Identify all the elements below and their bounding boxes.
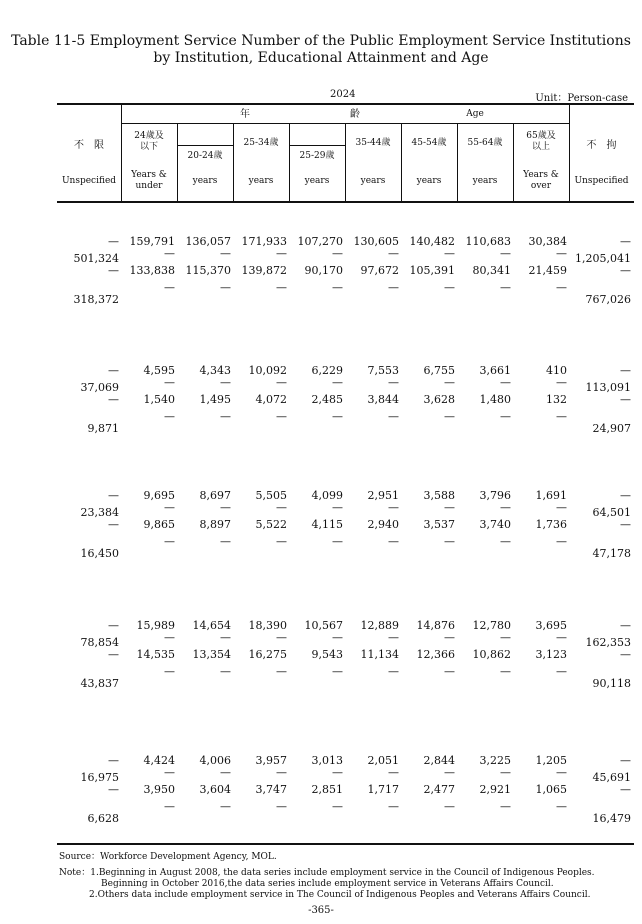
- dash-cell: —: [388, 281, 399, 294]
- col-divider: [457, 124, 458, 201]
- dash-cell: —: [556, 376, 567, 389]
- dash-cell: —: [444, 535, 455, 548]
- table-bottom-rule: [57, 843, 634, 845]
- header-2529-en: years: [304, 176, 330, 186]
- table-cell-unspecified: 501,324: [73, 252, 119, 265]
- header-2024-en: years: [192, 176, 218, 186]
- table-cell-buju: 1,205,041: [575, 252, 631, 265]
- table-cell-buju: 767,026: [585, 293, 631, 306]
- table-cell: 2,940: [367, 518, 399, 531]
- dash-cell: —: [388, 631, 399, 644]
- dash-cell: —: [332, 535, 343, 548]
- table-cell: 1,717: [367, 783, 399, 796]
- dash-left: —: [108, 648, 119, 661]
- header-top-rule: [57, 103, 634, 105]
- dash-cell: —: [220, 535, 231, 548]
- table-cell: 3,695: [535, 619, 567, 632]
- table-cell: 9,695: [143, 489, 175, 502]
- table-cell: 21,459: [528, 264, 567, 277]
- dash-left: —: [108, 235, 119, 248]
- table-cell: 410: [546, 364, 567, 377]
- table-cell: 10,567: [304, 619, 343, 632]
- header-2529-zh: 25-29歲: [299, 151, 335, 161]
- dash-cell: —: [164, 501, 175, 514]
- dash-cell: —: [332, 410, 343, 423]
- table-cell: 136,057: [185, 235, 231, 248]
- col-divider: [289, 124, 290, 201]
- dash-left: —: [108, 264, 119, 277]
- footer-note1b: Beginning in October 2016,the data series include employment service in Veterans Affairs Council.: [101, 879, 554, 889]
- dash-cell: —: [444, 247, 455, 260]
- table-cell: 3,123: [535, 648, 567, 661]
- table-cell-unspecified: 78,854: [80, 636, 119, 649]
- table-cell-unspecified: 43,837: [80, 677, 119, 690]
- dash-cell: —: [444, 376, 455, 389]
- table-cell-unspecified: 9,871: [87, 422, 119, 435]
- table-cell: 9,543: [311, 648, 343, 661]
- dash-cell: —: [276, 800, 287, 813]
- table-cell: 3,537: [423, 518, 455, 531]
- table-cell-unspecified: 318,372: [73, 293, 119, 306]
- header-5564-zh: 55-64歲: [467, 138, 503, 148]
- dash-cell: —: [220, 410, 231, 423]
- dash-cell: —: [164, 665, 175, 678]
- table-cell: 12,366: [416, 648, 455, 661]
- dash-right: —: [620, 264, 631, 277]
- header-4554-en: years: [416, 176, 442, 186]
- dash-cell: —: [164, 535, 175, 548]
- dash-cell: —: [332, 281, 343, 294]
- dash-cell: —: [556, 665, 567, 678]
- table-cell: 15,989: [136, 619, 175, 632]
- dash-cell: —: [220, 281, 231, 294]
- table-cell: 14,876: [416, 619, 455, 632]
- table-cell-buju: 47,178: [592, 547, 631, 560]
- dash-right: —: [620, 235, 631, 248]
- dash-left: —: [108, 783, 119, 796]
- header-24-zh2: 以下: [139, 142, 158, 152]
- table-cell: 6,755: [423, 364, 455, 377]
- table-cell: 3,796: [479, 489, 511, 502]
- table-cell: 2,921: [479, 783, 511, 796]
- dash-cell: —: [500, 376, 511, 389]
- table-cell: 130,605: [353, 235, 399, 248]
- dash-cell: —: [164, 410, 175, 423]
- dash-left: —: [108, 619, 119, 632]
- dash-cell: —: [556, 281, 567, 294]
- table-cell: 4,072: [255, 393, 287, 406]
- table-cell: 7,553: [367, 364, 399, 377]
- header-24-en1: Years &: [131, 170, 167, 180]
- table-cell: 4,115: [311, 518, 343, 531]
- dash-cell: —: [556, 410, 567, 423]
- unit-label: Unit：Person-case: [535, 93, 628, 104]
- header-65-en2: over: [530, 181, 552, 191]
- dash-cell: —: [220, 665, 231, 678]
- table-cell: 2,477: [423, 783, 455, 796]
- header-ling: 齡: [350, 109, 360, 120]
- header-65-en1: Years &: [523, 170, 559, 180]
- table-cell: 105,391: [409, 264, 455, 277]
- col-divider: [233, 124, 234, 201]
- dash-cell: —: [164, 766, 175, 779]
- table-cell: 2,851: [311, 783, 343, 796]
- dash-right: —: [620, 489, 631, 502]
- dash-right: —: [620, 783, 631, 796]
- dash-cell: —: [388, 535, 399, 548]
- dash-cell: —: [500, 410, 511, 423]
- dash-cell: —: [500, 247, 511, 260]
- footer-note2: 2.Others data include employment service in The Council of Indigenous Peoples and Veterans Affairs Council.: [89, 890, 591, 900]
- table-cell: 159,791: [129, 235, 175, 248]
- table-cell: 5,522: [255, 518, 287, 531]
- table-cell: 2,485: [311, 393, 343, 406]
- table-cell: 139,872: [241, 264, 287, 277]
- table-cell: 3,013: [311, 754, 343, 767]
- header-unspecified-en: Unspecified: [61, 176, 117, 186]
- table-cell: 9,865: [143, 518, 175, 531]
- dash-cell: —: [500, 535, 511, 548]
- table-cell: 5,505: [255, 489, 287, 502]
- dash-cell: —: [220, 800, 231, 813]
- header-bottom-rule: [57, 201, 634, 203]
- table-cell-buju: 162,353: [585, 636, 631, 649]
- table-title-line2: by Institution, Educational Attainment and Age: [153, 50, 489, 66]
- col-divider: [401, 124, 402, 201]
- dash-left: —: [108, 364, 119, 377]
- dash-cell: —: [220, 631, 231, 644]
- table-cell-unspecified: 37,069: [80, 381, 119, 394]
- dash-cell: —: [276, 501, 287, 514]
- dash-cell: —: [556, 631, 567, 644]
- dash-cell: —: [500, 631, 511, 644]
- dash-cell: —: [276, 281, 287, 294]
- dash-cell: —: [276, 631, 287, 644]
- header-2024-zh: 20-24歲: [187, 151, 223, 161]
- dash-left: —: [108, 393, 119, 406]
- header-4554-zh: 45-54歲: [411, 138, 447, 148]
- table-cell: 6,229: [311, 364, 343, 377]
- header-65-zh1: 65歲及: [526, 131, 556, 141]
- dash-cell: —: [388, 800, 399, 813]
- dash-cell: —: [276, 410, 287, 423]
- footer-source: Source：Workforce Development Agency, MOL.: [59, 852, 277, 862]
- header-5564-en: years: [472, 176, 498, 186]
- table-cell: 11,134: [360, 648, 399, 661]
- table-cell: 171,933: [241, 235, 287, 248]
- table-cell: 10,862: [472, 648, 511, 661]
- table-cell: 3,588: [423, 489, 455, 502]
- table-cell: 90,170: [304, 264, 343, 277]
- dash-cell: —: [332, 800, 343, 813]
- dash-cell: —: [164, 631, 175, 644]
- header-age: Age: [466, 109, 484, 119]
- dash-right: —: [620, 754, 631, 767]
- table-cell: 3,950: [143, 783, 175, 796]
- table-cell: 133,838: [129, 264, 175, 277]
- table-cell: 12,780: [472, 619, 511, 632]
- header-sub-rule-2529: [289, 145, 345, 146]
- table-cell-unspecified: 16,975: [80, 771, 119, 784]
- table-cell: 4,424: [143, 754, 175, 767]
- dash-cell: —: [220, 376, 231, 389]
- table-cell: 3,957: [255, 754, 287, 767]
- table-cell: 14,535: [136, 648, 175, 661]
- dash-cell: —: [444, 410, 455, 423]
- table-cell-buju: 24,907: [592, 422, 631, 435]
- dash-cell: —: [332, 247, 343, 260]
- dash-right: —: [620, 364, 631, 377]
- dash-right: —: [620, 393, 631, 406]
- header-unspecified-zh: 不 限: [74, 140, 104, 151]
- table-cell: 2,051: [367, 754, 399, 767]
- dash-cell: —: [556, 501, 567, 514]
- dash-left: —: [108, 754, 119, 767]
- year-label: 2024: [330, 89, 356, 100]
- table-cell: 16,275: [248, 648, 287, 661]
- table-cell: 1,495: [199, 393, 231, 406]
- table-cell: 1,540: [143, 393, 175, 406]
- footer-note1: Note：1.Beginning in August 2008, the data series include employment service in the Council of Indigenous Peoples.: [59, 868, 595, 878]
- table-cell-buju: 16,479: [592, 812, 631, 825]
- dash-cell: —: [444, 665, 455, 678]
- table-cell: 13,354: [192, 648, 231, 661]
- dash-cell: —: [332, 766, 343, 779]
- dash-left: —: [108, 489, 119, 502]
- table-cell: 2,951: [367, 489, 399, 502]
- table-cell: 10,092: [248, 364, 287, 377]
- dash-cell: —: [556, 247, 567, 260]
- table-cell: 4,006: [199, 754, 231, 767]
- table-cell-buju: 45,691: [592, 771, 631, 784]
- dash-cell: —: [332, 376, 343, 389]
- table-cell: 3,740: [479, 518, 511, 531]
- header-3544-zh: 35-44歲: [355, 138, 391, 148]
- dash-cell: —: [500, 665, 511, 678]
- table-cell: 80,341: [472, 264, 511, 277]
- table-cell: 2,844: [423, 754, 455, 767]
- table-cell: 1,065: [535, 783, 567, 796]
- dash-cell: —: [276, 665, 287, 678]
- dash-right: —: [620, 648, 631, 661]
- table-title-line1: Table 11-5 Employment Service Number of the Public Employment Service Institutions: [11, 33, 631, 49]
- table-cell: 8,897: [199, 518, 231, 531]
- table-cell-buju: 90,118: [592, 677, 631, 690]
- table-cell: 3,661: [479, 364, 511, 377]
- table-cell: 12,889: [360, 619, 399, 632]
- table-cell: 4,343: [199, 364, 231, 377]
- dash-cell: —: [556, 766, 567, 779]
- dash-cell: —: [500, 501, 511, 514]
- header-buju-en: Unspecified: [574, 176, 629, 186]
- header-2534-zh: 25-34歲: [243, 138, 279, 148]
- dash-cell: —: [220, 766, 231, 779]
- table-cell: 107,270: [297, 235, 343, 248]
- table-cell-buju: 64,501: [592, 506, 631, 519]
- table-cell-unspecified: 6,628: [87, 812, 119, 825]
- table-cell: 4,099: [311, 489, 343, 502]
- table-cell: 8,697: [199, 489, 231, 502]
- table-cell: 3,844: [367, 393, 399, 406]
- dash-cell: —: [444, 501, 455, 514]
- col-divider: [345, 124, 346, 201]
- table-cell: 140,482: [409, 235, 455, 248]
- dash-cell: —: [388, 410, 399, 423]
- dash-cell: —: [332, 665, 343, 678]
- dash-cell: —: [276, 376, 287, 389]
- table-cell: 3,604: [199, 783, 231, 796]
- dash-cell: —: [164, 247, 175, 260]
- dash-cell: —: [164, 800, 175, 813]
- dash-cell: —: [444, 631, 455, 644]
- table-cell: 18,390: [248, 619, 287, 632]
- dash-left: —: [108, 518, 119, 531]
- dash-cell: —: [388, 501, 399, 514]
- dash-cell: —: [388, 766, 399, 779]
- dash-cell: —: [500, 800, 511, 813]
- table-cell: 132: [546, 393, 567, 406]
- table-cell: 110,683: [465, 235, 511, 248]
- header-24-zh1: 24歲及: [134, 131, 164, 141]
- table-cell: 115,370: [185, 264, 231, 277]
- table-cell-unspecified: 16,450: [80, 547, 119, 560]
- header-3544-en: years: [360, 176, 386, 186]
- page-number: -365-: [308, 905, 334, 916]
- dash-cell: —: [332, 631, 343, 644]
- dash-cell: —: [164, 376, 175, 389]
- dash-cell: —: [164, 281, 175, 294]
- dash-cell: —: [388, 376, 399, 389]
- header-nian: 年: [240, 109, 250, 120]
- dash-cell: —: [388, 247, 399, 260]
- table-cell: 1,480: [479, 393, 511, 406]
- table-cell: 1,205: [535, 754, 567, 767]
- table-cell: 1,691: [535, 489, 567, 502]
- dash-cell: —: [220, 501, 231, 514]
- table-cell: 1,736: [535, 518, 567, 531]
- table-cell: 30,384: [528, 235, 567, 248]
- header-sub-rule-2024: [177, 145, 233, 146]
- dash-cell: —: [276, 766, 287, 779]
- table-cell-unspecified: 23,384: [80, 506, 119, 519]
- dash-cell: —: [220, 247, 231, 260]
- dash-cell: —: [276, 535, 287, 548]
- dash-cell: —: [556, 800, 567, 813]
- dash-cell: —: [332, 501, 343, 514]
- table-cell: 14,654: [192, 619, 231, 632]
- dash-cell: —: [444, 281, 455, 294]
- dash-cell: —: [556, 535, 567, 548]
- dash-cell: —: [444, 800, 455, 813]
- table-cell: 3,747: [255, 783, 287, 796]
- dash-cell: —: [444, 766, 455, 779]
- col-divider: [177, 124, 178, 201]
- dash-cell: —: [276, 247, 287, 260]
- table-cell: 97,672: [360, 264, 399, 277]
- header-buju-zh: 不 拘: [586, 140, 617, 151]
- header-24-en2: under: [135, 181, 163, 191]
- dash-cell: —: [500, 766, 511, 779]
- table-cell-buju: 113,091: [585, 381, 631, 394]
- table-cell: 4,595: [143, 364, 175, 377]
- table-cell: 3,628: [423, 393, 455, 406]
- dash-cell: —: [388, 665, 399, 678]
- dash-cell: —: [500, 281, 511, 294]
- dash-right: —: [620, 619, 631, 632]
- dash-right: —: [620, 518, 631, 531]
- table-cell: 3,225: [479, 754, 511, 767]
- header-65-zh2: 以上: [531, 142, 550, 152]
- header-2534-en: years: [248, 176, 274, 186]
